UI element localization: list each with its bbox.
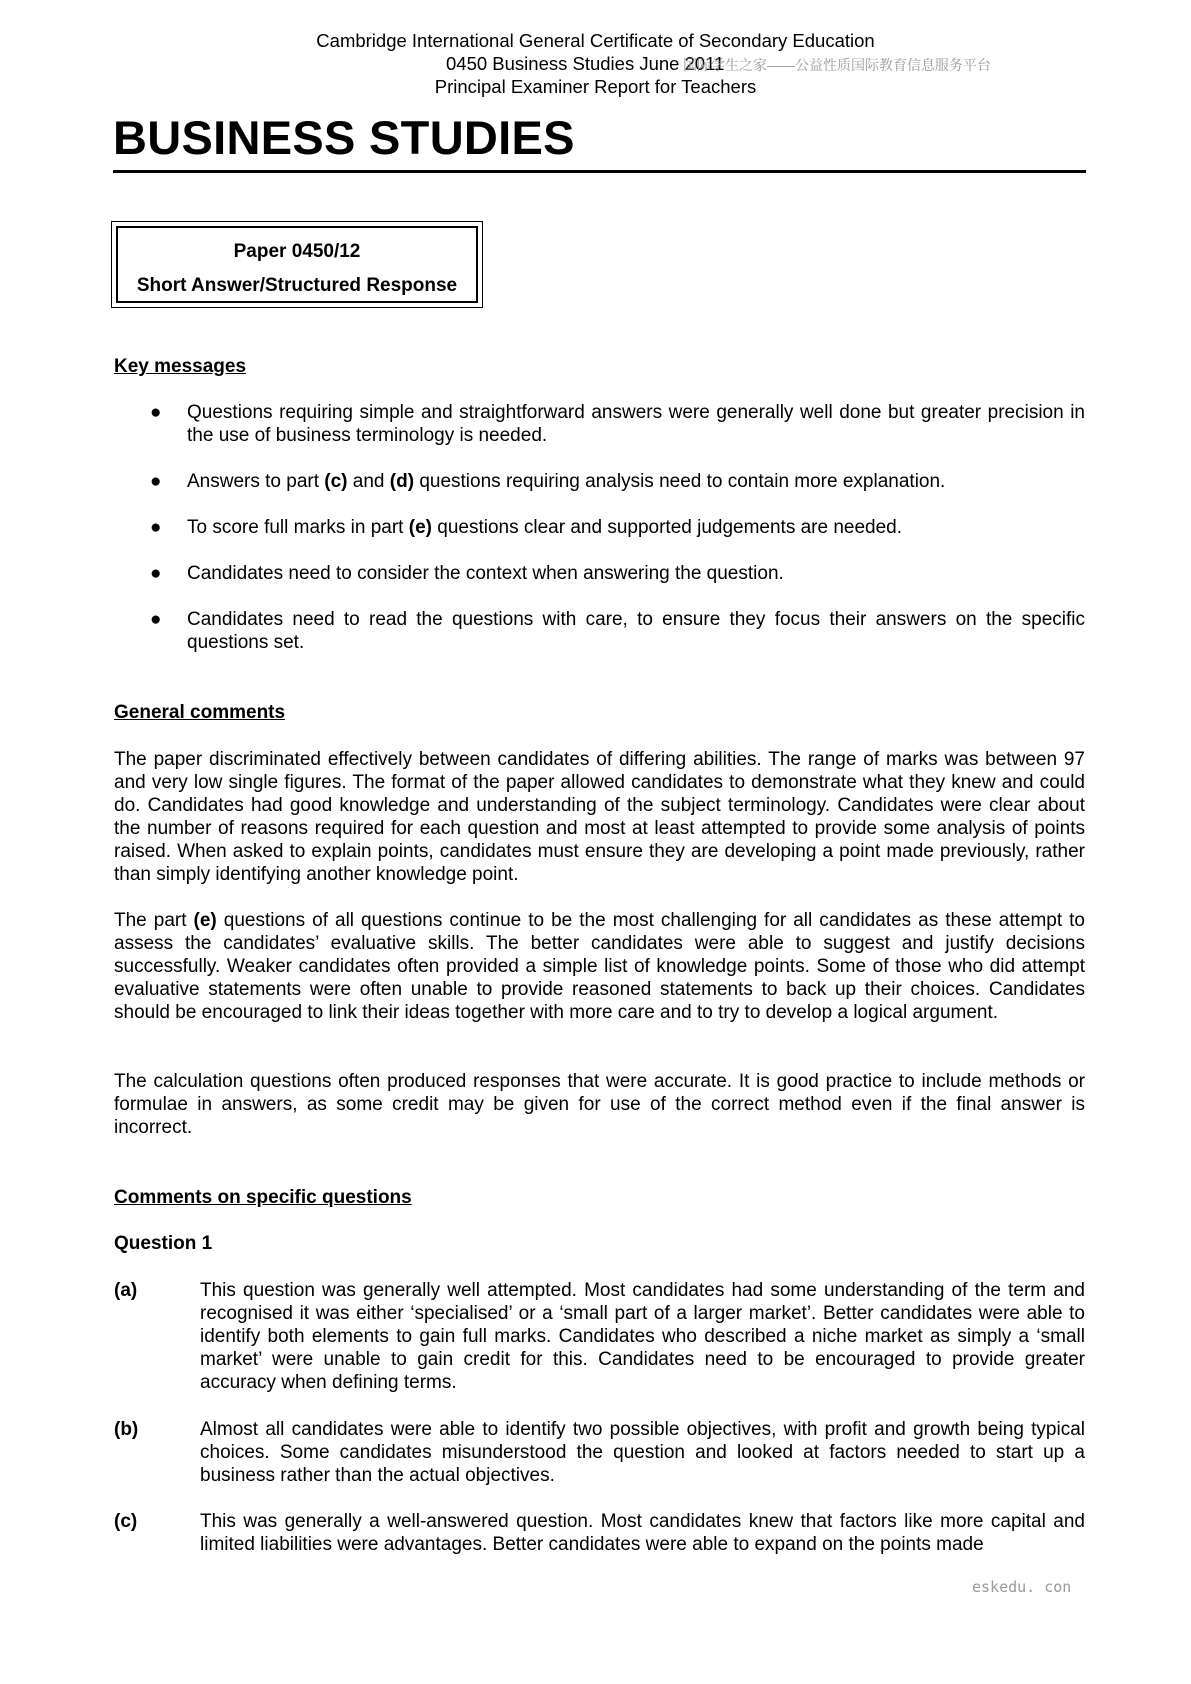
- bullet-icon: ●: [150, 471, 162, 492]
- list-item: ● Candidates need to read the questions with care, to ensure they focus their answers on the specific questions set.: [150, 609, 1085, 653]
- question-1-part-b: [114, 1418, 1085, 1487]
- paper-name: Short Answer/Structured Response: [136, 275, 458, 296]
- specific-questions-heading: Comments on specific questions: [114, 1187, 412, 1208]
- question-1-part-a: [114, 1279, 1085, 1394]
- paper-info-box: [111, 221, 483, 308]
- bullet-icon: ●: [150, 517, 162, 538]
- list-item: ● To score full marks in part (e) questions clear and supported judgements are needed.: [150, 517, 903, 538]
- header-line-qualification: Cambridge International General Certificate of Secondary Education: [316, 30, 875, 51]
- bullet-icon: ●: [150, 609, 162, 630]
- general-comments-paragraph-1: The paper discriminated effectively between candidates of differing abilities. The range of marks was between 97 and very low single figures. The format of the paper allowed candidates to demonstrate what they knew and could do. Candidates had good knowledge and understanding of the subject terminology. Candidates were clear about the number of reasons required for each question and most at least attempted to provide some analysis of points raised. When asked to explain points, candidates must ensure they are developing a point made previously, rather than simply identifying another knowledge point.: [114, 749, 1085, 885]
- part-text: This question was generally well attempted. Most candidates had some understanding of the term and recognised it was either ‘specialised’ or a ‘small part of a larger market’. Better candidates were able to identify both elements to gain full marks. Candidates who described a niche market as simply a ‘small market’ were unable to gain credit for this. Candidates need to be encouraged to provide greater accuracy when defining terms.: [200, 1280, 1085, 1393]
- key-messages-list: [114, 401, 1085, 677]
- list-item: ● Questions requiring simple and straightforward answers were generally well done but greater precision in the use of business terminology is needed.: [150, 402, 1085, 446]
- general-comments-heading: General comments: [114, 702, 286, 723]
- footer-watermark: eskedu. con: [972, 1578, 1072, 1596]
- header-line-report: Principal Examiner Report for Teachers: [434, 76, 757, 97]
- part-label: (a): [114, 1280, 138, 1301]
- part-label: (b): [114, 1419, 139, 1440]
- key-messages-heading: Key messages: [114, 356, 247, 377]
- bullet-icon: ●: [150, 563, 162, 584]
- question-1-part-c: [114, 1510, 1085, 1556]
- part-text: Almost all candidates were able to identify two possible objectives, with profit and growth being typical choices. Some candidates misunderstood the question and looked at factors needed to start up a business rather than the actual objectives.: [200, 1419, 1085, 1486]
- bullet-icon: ●: [150, 402, 162, 423]
- question-1-heading: Question 1: [114, 1233, 213, 1254]
- watermark-text: 国际学生之家——公益性质国际教育信息服务平台: [683, 57, 991, 73]
- part-label: (c): [114, 1511, 138, 1532]
- paper-info-box-inner: [116, 226, 478, 303]
- paper-code: Paper 0450/12: [233, 241, 361, 262]
- page-title: BUSINESS STUDIES: [113, 111, 575, 164]
- title-divider: [113, 170, 1086, 173]
- list-item: ● Answers to part (c) and (d) questions requiring analysis need to contain more explanation.: [150, 471, 946, 492]
- list-item: ● Candidates need to consider the context when answering the question.: [150, 563, 784, 584]
- part-text: This was generally a well-answered question. Most candidates knew that factors like more capital and limited liabilities were advantages. Better candidates were able to expand on the points made: [200, 1511, 1085, 1555]
- header-line-subject: 0450 Business Studies June 2011: [446, 53, 725, 74]
- general-comments-paragraph-2: The part (e) questions of all questions continue to be the most challenging for all candidates as these attempt to assess the candidates’ evaluative skills. The better candidates were able to suggest and justify decisions successfully. Weaker candidates often provided a simple list of knowledge points. Some of those who did attempt evaluative statements were often unable to provide reasoned statements to back up their choices. Candidates should be encouraged to link their ideas together with more care and to try to develop a logical argument.: [114, 910, 1085, 1023]
- general-comments-paragraph-3: The calculation questions often produced responses that were accurate. It is good practice to include methods or formulae in answers, as some credit may be given for use of the correct method even if the final answer is incorrect.: [114, 1071, 1085, 1138]
